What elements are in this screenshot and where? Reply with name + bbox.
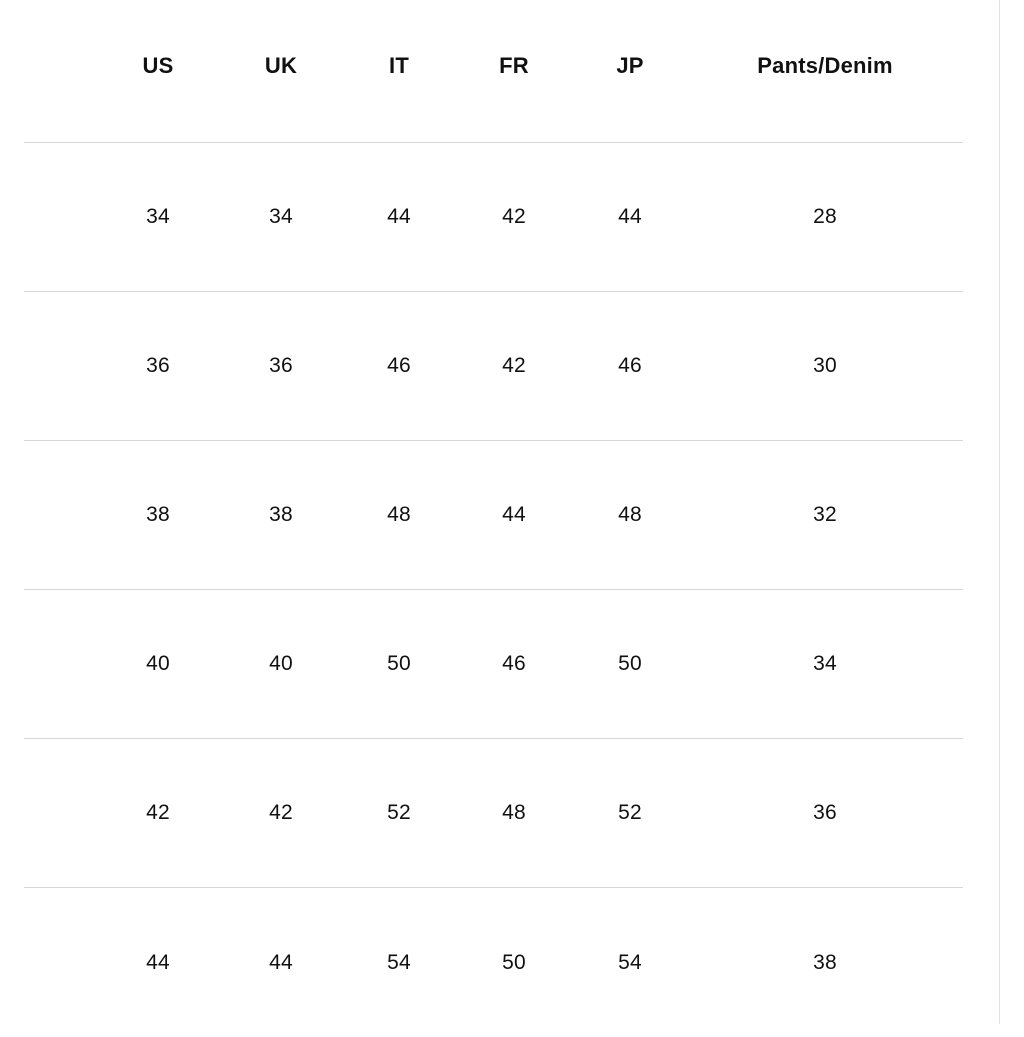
- table-cell: 38: [813, 950, 837, 974]
- table-row: [24, 590, 963, 739]
- table-cell: 46: [618, 354, 642, 377]
- table-row: [24, 441, 963, 590]
- header-it: IT: [389, 53, 409, 78]
- table-cell: 36: [269, 354, 293, 377]
- header-pants-denim: Pants/Denim: [757, 53, 893, 78]
- table-cell: 42: [502, 354, 526, 377]
- table-row: [24, 292, 963, 441]
- table-cell: 34: [813, 652, 837, 675]
- table-cell: 34: [269, 205, 293, 228]
- table-row: [24, 888, 963, 1037]
- table-cell: 48: [387, 503, 411, 526]
- header-fr: FR: [499, 53, 529, 78]
- table-cell: 48: [502, 801, 526, 824]
- table-cell: 34: [146, 205, 170, 228]
- table-cell: 44: [146, 950, 170, 974]
- table-cell: 32: [813, 503, 837, 526]
- table-cell: 44: [269, 950, 293, 974]
- table-cell: 44: [387, 205, 411, 228]
- table-cell: 42: [146, 801, 170, 824]
- table-row: [24, 739, 963, 888]
- table-cell: 28: [813, 205, 837, 228]
- table-cell: 38: [146, 503, 170, 526]
- table-cell: 48: [618, 503, 642, 526]
- table-cell: 36: [813, 801, 837, 824]
- table-cell: 40: [146, 652, 170, 675]
- table-row: [24, 143, 963, 292]
- table-cell: 54: [387, 950, 411, 974]
- table-cell: 30: [813, 354, 837, 377]
- table-cell: 52: [387, 801, 411, 824]
- table-cell: 54: [618, 950, 642, 974]
- table-cell: 44: [618, 205, 642, 228]
- header-uk: UK: [264, 53, 298, 78]
- header-jp: JP: [616, 53, 644, 78]
- table-cell: 46: [387, 354, 411, 377]
- table-cell: 50: [618, 652, 642, 675]
- table-cell: 46: [502, 652, 526, 675]
- table-cell: 40: [269, 652, 293, 675]
- table-cell: 36: [146, 354, 170, 377]
- table-cell: 38: [269, 503, 293, 526]
- header-us: US: [142, 53, 174, 78]
- table-cell: 50: [502, 950, 526, 974]
- table-cell: 52: [618, 801, 642, 824]
- table-cell: 42: [269, 801, 293, 824]
- scrollbar-track[interactable]: [1000, 0, 1024, 1024]
- size-chart-table: [24, 0, 963, 1037]
- table-cell: 50: [387, 652, 411, 675]
- table-cell: 42: [502, 205, 526, 228]
- table-header-row: [24, 0, 963, 143]
- table-cell: 44: [502, 503, 526, 526]
